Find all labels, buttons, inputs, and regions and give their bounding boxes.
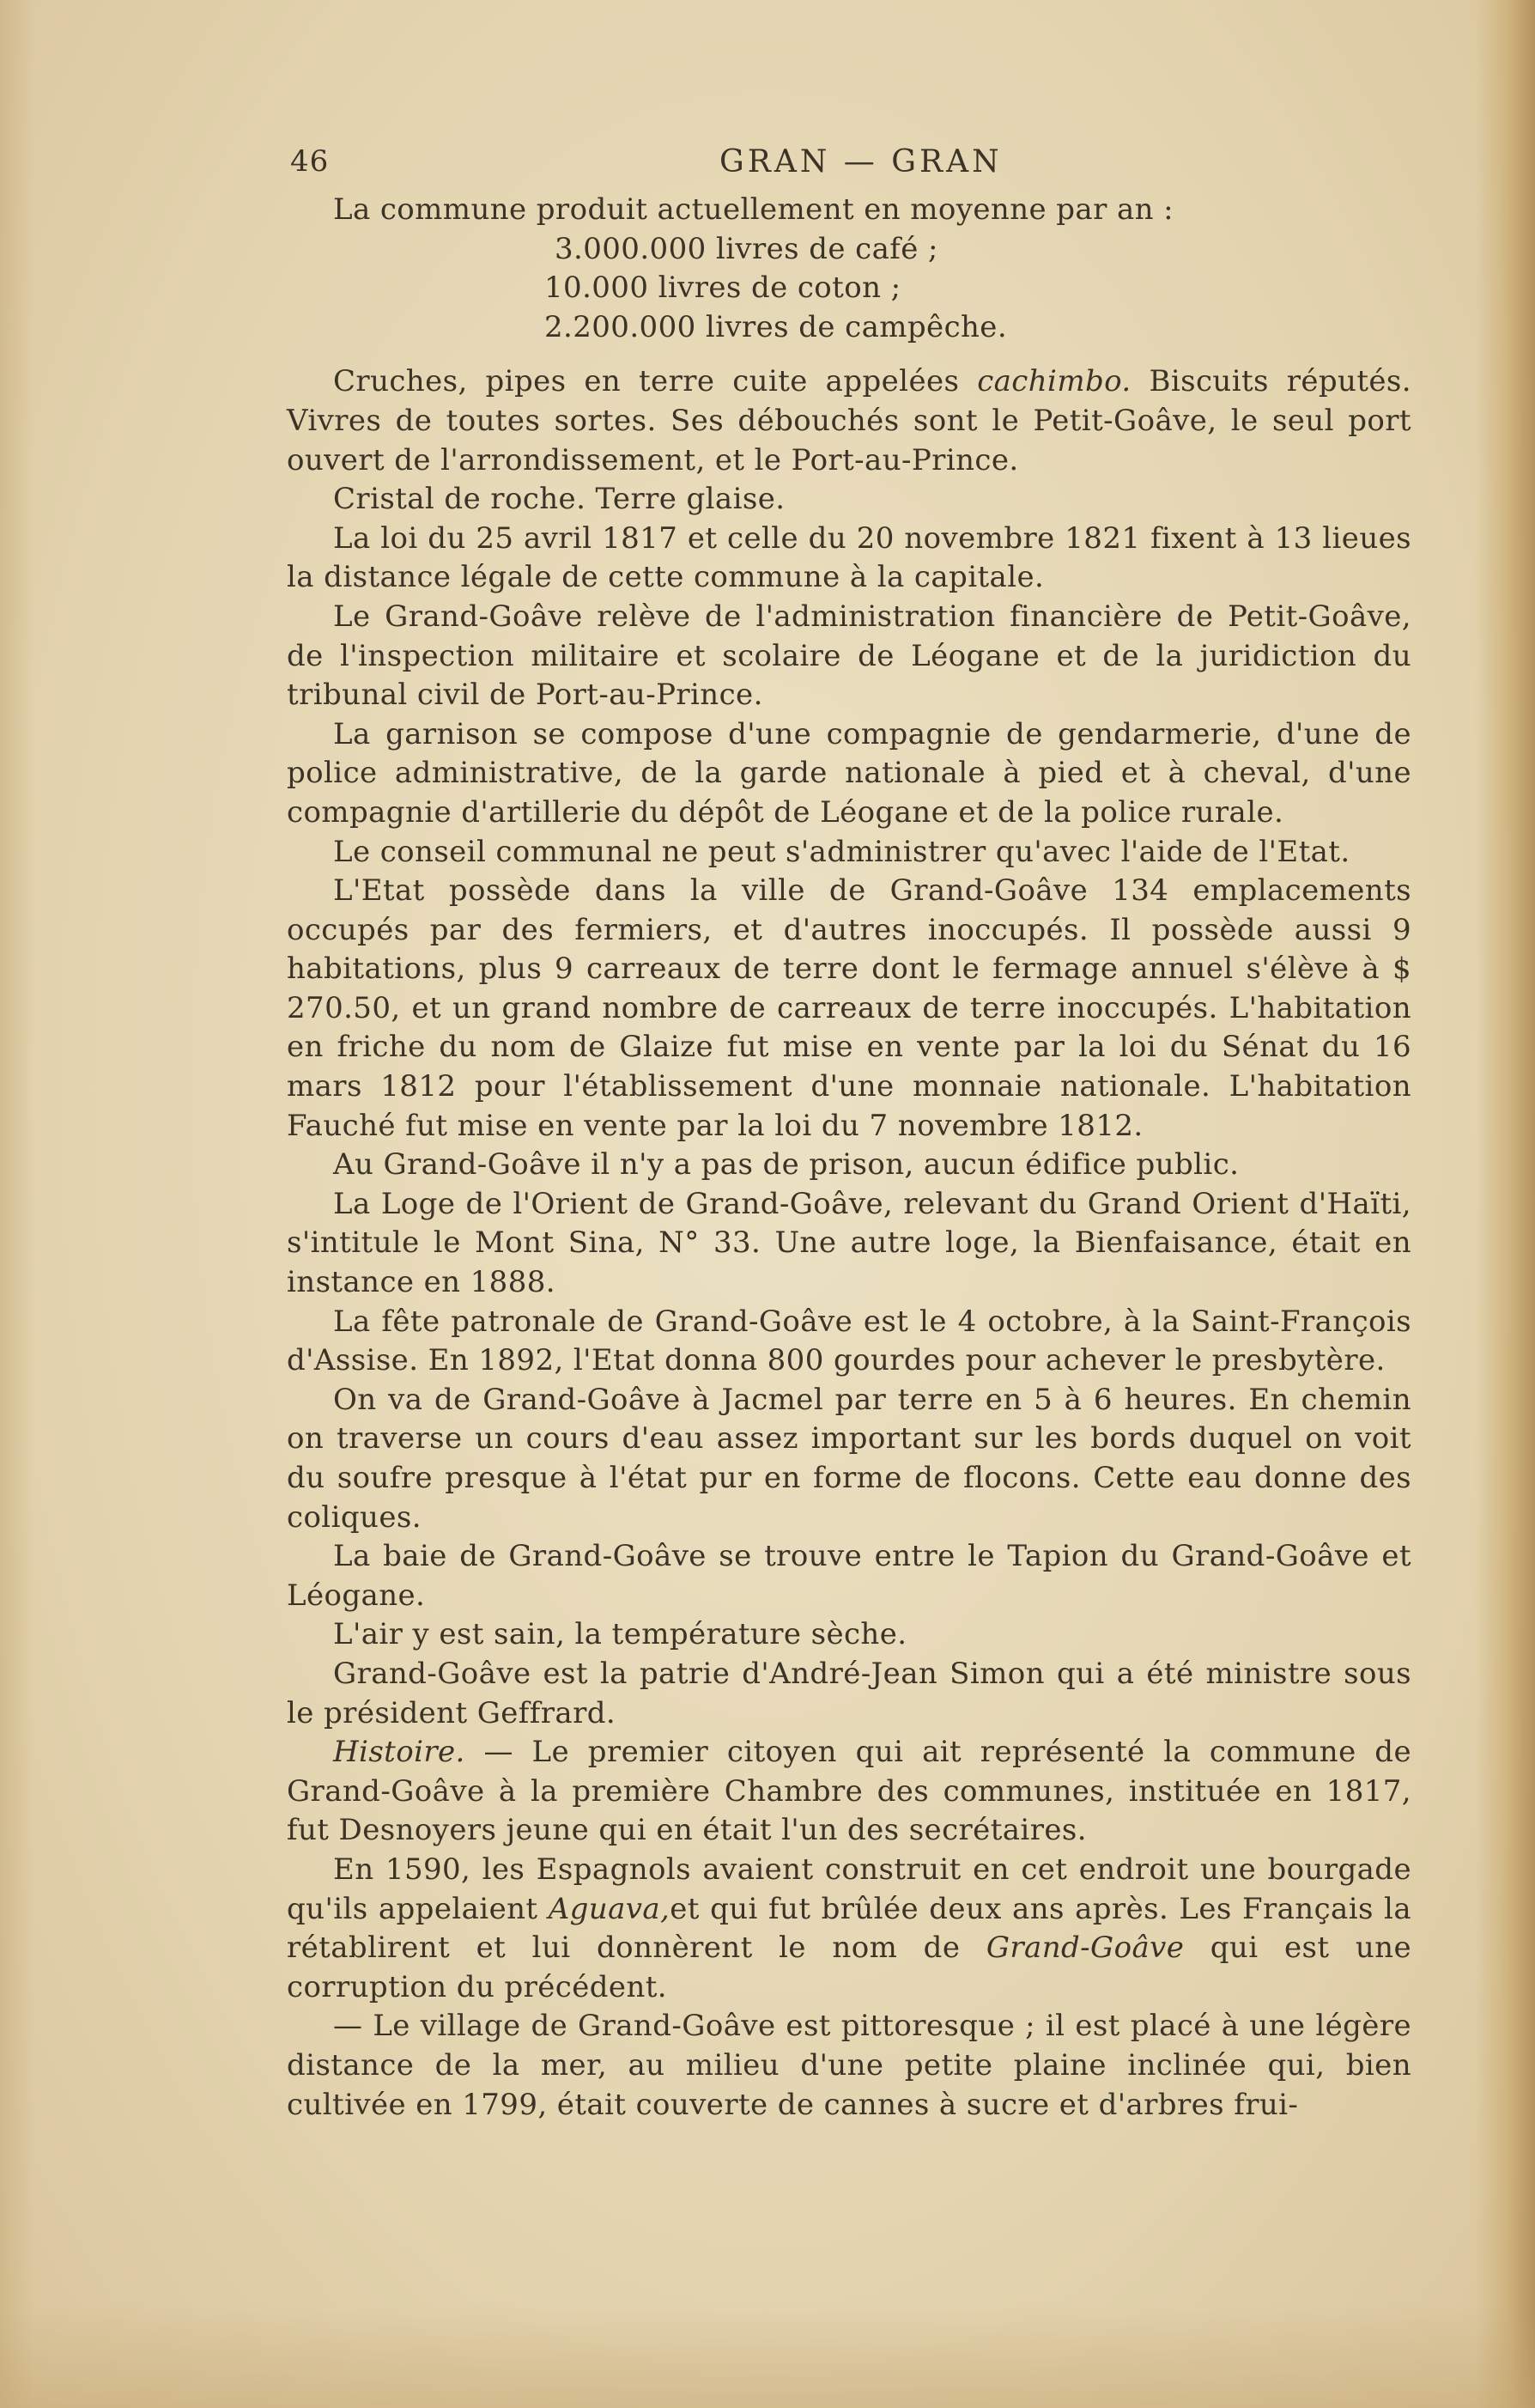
paragraph-state-property: L'Etat possède dans la ville de Grand-Goâve 134 emplacements occupés par des fermiers, et d'autres inoccupés. Il possède aussi 9 habitations, plus 9 carreaux de terre dont le fermage annuel s'élève à $ 270.50, et un grand nombre de carreaux de terre inoccupés. L'habitation en friche du nom de Glaize fut mise en vente par la loi du Sénat du 16 mars 1812 pour l'établissement d'une monnaie nationale. L'habitation Fauché fut mise en vente par la loi du 7 novembre 1812. (287, 873, 1411, 1143)
history-heading: Histoire. (333, 1735, 465, 1770)
origin-term-grand-goave: Grand-Goâve (986, 1931, 1185, 1966)
production-list (287, 230, 1411, 348)
paragraph-intro: La commune produit actuellement en moyenne par an : (333, 192, 1174, 227)
products-text-a: Cruches, pipes en terre cuite appelées (333, 364, 978, 399)
origin-text-c: qui est une corruption du précédent. (287, 1931, 1411, 2004)
paragraph-lodge: La Loge de l'Orient de Grand-Goâve, relevant du Grand Orient d'Haïti, s'intitule le Mont Sina, N° 33. Une autre loge, la Bienfaisance, était en instance en 1888. (287, 1186, 1411, 1300)
origin-text-b: et qui fut brûlée deux ans après. Les Français la rétablirent et lui donnèrent le nom de (287, 1891, 1411, 1966)
paragraph-village: — Le village de Grand-Goâve est pittoresque ; il est placé à une légère distance de la mer, au milieu d'une petite plaine inclinée qui, bien cultivée en 1799, était couverte de cannes à sucre et d'arbres frui- (287, 2009, 1411, 2122)
production-item-campeche: 2.200.000 livres de campêche. (544, 309, 1008, 344)
paragraph-route-jacmel: On va de Grand-Goâve à Jacmel par terre en 5 à 6 heures. En chemin on traverse un cours d'eau assez important sur les bords duquel on voit du soufre presque à l'état pur en forme de flocons. Cette eau donne des coliques. (287, 1382, 1411, 1535)
origin-text-a: En 1590, les Espagnols avaient construit en cet endroit une bourgade qu'ils appelaient (287, 1852, 1411, 1926)
paragraph-products (287, 362, 1411, 480)
page-body (287, 191, 1411, 2125)
page-number: 46 (290, 144, 330, 179)
paragraph-administration: Le Grand-Goâve relève de l'administration financière de Petit-Goâve, de l'inspection militaire et scolaire de Léogane et de la juridiction du tribunal civil de Port-au-Prince. (287, 599, 1411, 713)
paragraph-bay: La baie de Grand-Goâve se trouve entre le Tapion du Grand-Goâve et Léogane. (287, 1539, 1411, 1613)
page-edge-right (1475, 0, 1535, 2408)
production-item-cafe: 3.000.000 livres de café ; (555, 231, 938, 266)
history-text: — Le premier citoyen qui ait représenté la commune de Grand-Goâve à la première Chambre des communes, instituée en 1817, fut Desnoyers jeune qui en était l'un des secrétaires. (287, 1735, 1411, 1848)
paragraph-minerals: Cristal de roche. Terre glaise. (333, 482, 786, 517)
products-text-b: Biscuits réputés. Vivres de toutes sortes. Ses débouchés sont le Petit-Goâve, le seul port ouvert de l'arrondissement, et le Port-au-Prince. (287, 364, 1411, 477)
production-item-coton: 10.000 livres de coton ; (544, 271, 901, 306)
paragraph-native: Grand-Goâve est la patrie d'André-Jean Simon qui a été ministre sous le président Geffrard. (287, 1656, 1411, 1730)
running-head: GRAN — GRAN (719, 144, 1003, 179)
paragraph-prison: Au Grand-Goâve il n'y a pas de prison, aucun édifice public. (333, 1147, 1240, 1183)
products-term-cachimbo: cachimbo. (977, 364, 1132, 399)
paragraph-climate: L'air y est sain, la température sèche. (333, 1617, 907, 1652)
paragraph-law-distance: La loi du 25 avril 1817 et celle du 20 novembre 1821 fixent à 13 lieues la distance légale de cette commune à la capitale. (287, 520, 1411, 595)
paragraph-origin (287, 1851, 1411, 2007)
paragraph-history (287, 1733, 1411, 1851)
paragraph-patron-feast: La fête patronale de Grand-Goâve est le 4 octobre, à la Saint-François d'Assise. En 1892, l'Etat donna 800 gourdes pour achever le presbytère. (287, 1304, 1411, 1378)
paragraph-garrison: La garnison se compose d'une compagnie de gendarmerie, d'une de police administrative, de la garde nationale à pied et à cheval, d'une compagnie d'artillerie du dépôt de Léogane et de la police rurale. (287, 716, 1411, 830)
page-header (290, 144, 1406, 187)
origin-term-aguava: Aguava, (548, 1891, 670, 1926)
page-edge-left (0, 0, 34, 2408)
paragraph-council: Le conseil communal ne peut s'administrer qu'avec l'aide de l'Etat. (333, 834, 1350, 869)
page-edge-bottom (0, 2305, 1535, 2408)
